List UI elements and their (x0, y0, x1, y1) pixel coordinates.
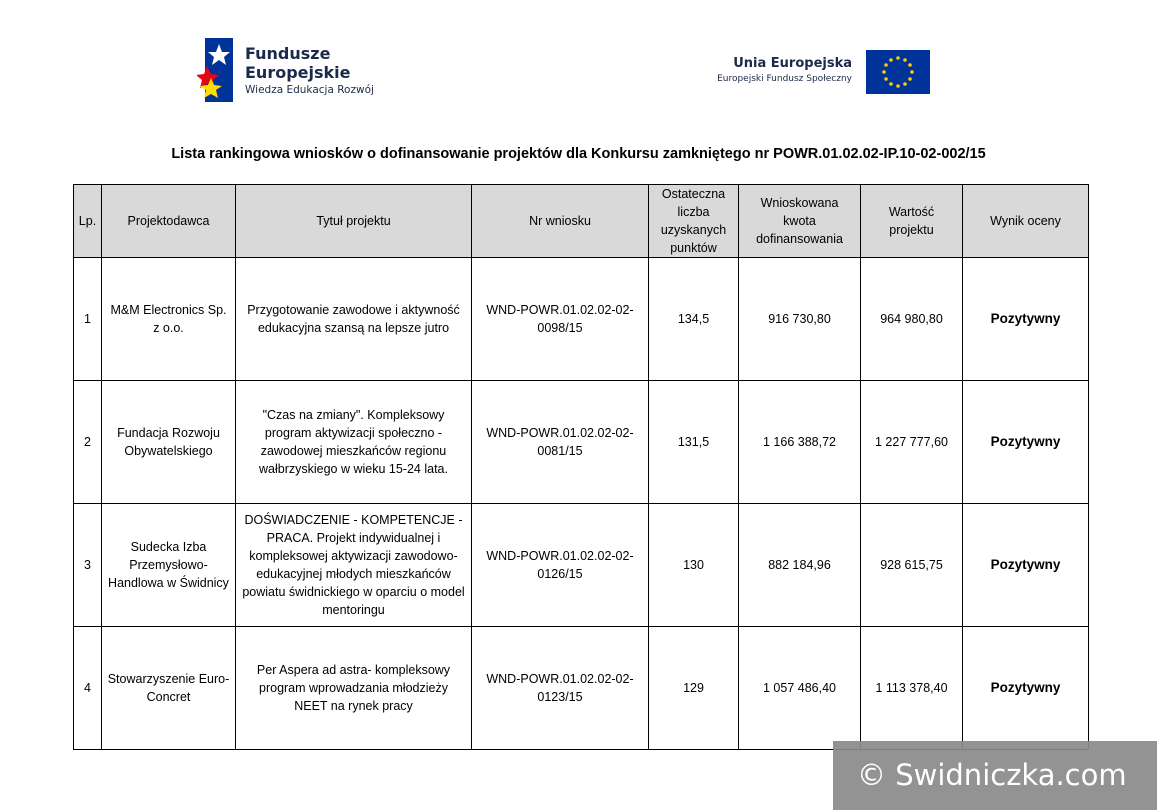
header-lp: Lp. (74, 185, 102, 258)
header-project-title: Tytuł projektu (236, 185, 472, 258)
fe-title-line1: Fundusze (245, 44, 331, 63)
header-project-value: Wartość projektu (861, 185, 963, 258)
header-result: Wynik oceny (963, 185, 1089, 258)
cell-requested-amount: 1 057 486,40 (739, 627, 861, 750)
cell-lp: 1 (74, 258, 102, 381)
ue-title: Unia Europejska (733, 56, 852, 71)
cell-project-value: 964 980,80 (861, 258, 963, 381)
table-header-row (74, 185, 1089, 258)
cell-requested-amount: 916 730,80 (739, 258, 861, 381)
cell-application-number: WND-POWR.01.02.02-02-0126/15 (472, 504, 649, 627)
fundusze-europejskie-logo (197, 38, 397, 104)
cell-result: Pozytywny (963, 258, 1089, 381)
cell-applicant: Sudecka Izba Przemysłowo-Handlowa w Świdnicy (102, 504, 236, 627)
cell-points: 134,5 (649, 258, 739, 381)
header-points: Ostateczna liczba uzyskanych punktów (649, 185, 739, 258)
cell-result: Pozytywny (963, 381, 1089, 504)
cell-applicant: Fundacja Rozwoju Obywatelskiego (102, 381, 236, 504)
cell-project-title: "Czas na zmiany". Kompleksowy program aktywizacji społeczno - zawodowej mieszkańców regionu wałbrzyskiego w wieku 15-24 lata. (236, 381, 472, 504)
watermark-text: © Swidniczka.com (857, 758, 1127, 792)
header-requested-amount: Wnioskowana kwota dofinansowania (739, 185, 861, 258)
unia-europejska-logo (715, 50, 930, 96)
watermark (833, 741, 1157, 810)
fe-title-line2: Europejskie (245, 63, 351, 82)
fe-star-icon (197, 38, 241, 102)
cell-lp: 4 (74, 627, 102, 750)
cell-points: 130 (649, 504, 739, 627)
cell-result: Pozytywny (963, 504, 1089, 627)
document-title: Lista rankingowa wniosków o dofinansowanie projektów dla Konkursu zamkniętego nr POWR.01.02.02-IP.10-02-002/15 (171, 146, 986, 162)
cell-project-value: 1 227 777,60 (861, 381, 963, 504)
cell-application-number: WND-POWR.01.02.02-02-0081/15 (472, 381, 649, 504)
cell-requested-amount: 882 184,96 (739, 504, 861, 627)
header-application-number: Nr wniosku (472, 185, 649, 258)
cell-application-number: WND-POWR.01.02.02-02-0098/15 (472, 258, 649, 381)
cell-requested-amount: 1 166 388,72 (739, 381, 861, 504)
eu-flag-icon (866, 50, 930, 94)
cell-result: Pozytywny (963, 627, 1089, 750)
ue-subtitle: Europejski Fundusz Społeczny (717, 74, 852, 84)
cell-lp: 2 (74, 381, 102, 504)
cell-project-title: DOŚWIADCZENIE - KOMPETENCJE - PRACA. Projekt indywidualnej i kompleksowej aktywizacji zawodowo-edukacyjnej młodych mieszkańców powiatu świdnickiego w oparciu o model mentoringu (236, 504, 472, 627)
cell-project-title: Przygotowanie zawodowe i aktywność edukacyjna szansą na lepsze jutro (236, 258, 472, 381)
header-applicant: Projektodawca (102, 185, 236, 258)
cell-points: 129 (649, 627, 739, 750)
cell-applicant: M&M Electronics Sp. z o.o. (102, 258, 236, 381)
ranking-table (73, 184, 1089, 750)
fe-subtitle: Wiedza Edukacja Rozwój (245, 84, 374, 96)
table-row (74, 504, 1089, 627)
table-row (74, 627, 1089, 750)
cell-project-title: Per Aspera ad astra- kompleksowy program wprowadzania młodzieży NEET na rynek pracy (236, 627, 472, 750)
table-row (74, 381, 1089, 504)
cell-applicant: Stowarzyszenie Euro-Concret (102, 627, 236, 750)
cell-points: 131,5 (649, 381, 739, 504)
table-row (74, 258, 1089, 381)
cell-project-value: 1 113 378,40 (861, 627, 963, 750)
cell-lp: 3 (74, 504, 102, 627)
cell-application-number: WND-POWR.01.02.02-02-0123/15 (472, 627, 649, 750)
cell-project-value: 928 615,75 (861, 504, 963, 627)
